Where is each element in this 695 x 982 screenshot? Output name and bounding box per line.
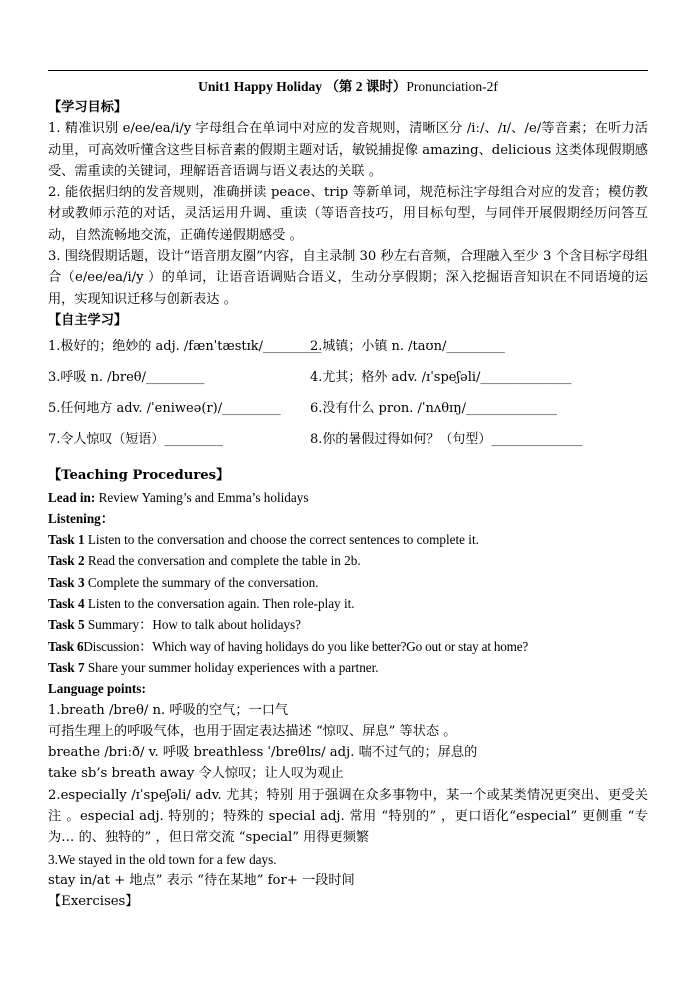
goal-1: 1. 精准识别 e/ee/ea/i/y 字母组合在单词中对应的发音规则，清晰区分 /iː/、/ɪ/、/e/等音素；在听力活动里，可高效听懂含这些目标音素的假期主题对话，敏锐捕捉像 amazing、delicious 这类体现假期感受、需重读的关键词，理解语音语调与语义表达的关联 。 (48, 121, 648, 179)
self-study-heading: 【自主学习】 (48, 312, 128, 328)
task-line (48, 572, 648, 593)
task-label: Task 2 (48, 553, 85, 569)
self-study-row (48, 362, 648, 393)
task-label: Task 6 (48, 638, 84, 654)
task-text: Listen to the conversation again. Then role-play it. (84, 596, 355, 612)
self-study-item-5: 5.任何地方 adv. /ˈeniweə(r)/_________ (48, 401, 281, 417)
title-sub: Pronunciation-2f (406, 79, 498, 94)
lead-in-text: Review Yaming’s and Emma’s holidays (95, 489, 309, 505)
task-label: Task 7 (48, 659, 85, 675)
task-line (48, 636, 648, 657)
language-point-line: stay in/at + 地点” 表示 “待在某地” for+ 一段时间 (48, 872, 355, 888)
task-text: Read the conversation and complete the table in 2b. (84, 553, 361, 569)
task-line (48, 550, 648, 571)
top-rule (48, 70, 648, 71)
worksheet-page (48, 70, 648, 913)
self-study-item-6: 6.没有什么 pron. /ˈnʌθɪŋ/______________ (310, 401, 557, 417)
lead-in-line (48, 487, 648, 508)
task-text: Listen to the conversation and choose the correct sentences to complete it. (84, 532, 479, 548)
task-label: Task 4 (48, 596, 85, 612)
goals-heading: 【学习目标】 (48, 100, 128, 115)
language-point-para: 2.especially /ɪˈspeʃəli/ adv. 尤其；特别 用于强调在众多事物中，某一个或某类情况更突出、更受关注 。especial adj. 特别的；特殊的 special adj. 常用 “特别的” ，更口语化“especial” 更侧重 “专为… 的、独特的” ，但日常交流 “special” 用得更频繁 (48, 787, 648, 846)
self-study-item-8: 8.你的暑假过得如何？（句型）______________ (310, 432, 583, 448)
language-point-line: 3.We stayed in the old town for a few days. (48, 851, 277, 867)
task-line (48, 614, 648, 635)
page-title (48, 77, 648, 97)
task-line (48, 657, 648, 678)
self-study-item-7: 7.令人惊叹（短语）_________ (48, 432, 223, 448)
language-point-line: take sb’s breath away 令人惊叹；让人叹为观止 (48, 766, 344, 782)
goal-3: 3. 围绕假期话题，设计“语音朋友圈”内容，自主录制 30 秒左右音频，合理融入至少 3 个含目标字母组合（e/ee/ea/i/y ）的单词，让语音语调贴合语义，生动分享假期；深入挖掘语音知识在不同语境的运用，实现知识迁移与创新表达 。 (48, 249, 648, 307)
task-label: Task 5 (48, 617, 85, 633)
language-point-line: breathe /briːð/ v. 呼吸 breathless ˈ/breθlɪs/ adj. 喘不过气的；屏息的 (48, 745, 478, 761)
task-line (48, 529, 648, 550)
goal-2: 2. 能依据归纳的发音规则，准确拼读 peace、trip 等新单词，规范标注字母组合对应的发音；模仿教材或教师示范的对话，灵活运用升调、重读（等语音技巧，用目标句型，与同伴开展假期经历问答互动，自然流畅地交流，正确传递假期感受 。 (48, 185, 648, 243)
procedures-heading: 【Teaching Procedures】 (48, 468, 230, 484)
spacer (48, 455, 648, 465)
title-main: Unit1 Happy Holiday （第 2 课时） (198, 79, 407, 94)
task-text: Complete the summary of the conversation. (84, 574, 319, 590)
task-line (48, 593, 648, 614)
self-study-row (48, 331, 648, 362)
exercises-heading: 【Exercises】 (48, 894, 139, 910)
task-text: Discussion：Which way of having holidays do you like better?Go out or stay at home? (83, 638, 529, 654)
self-study-item-1: 1.极好的；绝妙的 adj. /fænˈtæstɪk/_________ (48, 339, 322, 355)
self-study-row (48, 393, 648, 424)
task-text: Share your summer holiday experiences with a partner. (84, 659, 379, 675)
task-label: Task 1 (48, 532, 85, 548)
lead-in-label: Lead in: (48, 489, 96, 505)
task-label: Task 3 (48, 574, 85, 590)
self-study-item-4: 4.尤其；格外 adv. /ɪˈspeʃəli/______________ (310, 370, 572, 386)
language-point-line: 可指生理上的呼吸气体，也用于固定表达描述 “惊叹、屏息” 等状态 。 (48, 723, 457, 739)
task-text: Summary：How to talk about holidays? (84, 617, 302, 633)
listening-heading: Listening： (48, 510, 114, 526)
self-study-row (48, 424, 648, 455)
self-study-item-2: 2.城镇；小镇 n. /taʊn/_________ (310, 339, 505, 355)
language-point-line: 1.breath /breθ/ n. 呼吸的空气；一口气 (48, 702, 289, 718)
language-points-heading: Language points: (48, 681, 146, 697)
self-study-item-3: 3.呼吸 n. /breθ/_________ (48, 370, 205, 386)
